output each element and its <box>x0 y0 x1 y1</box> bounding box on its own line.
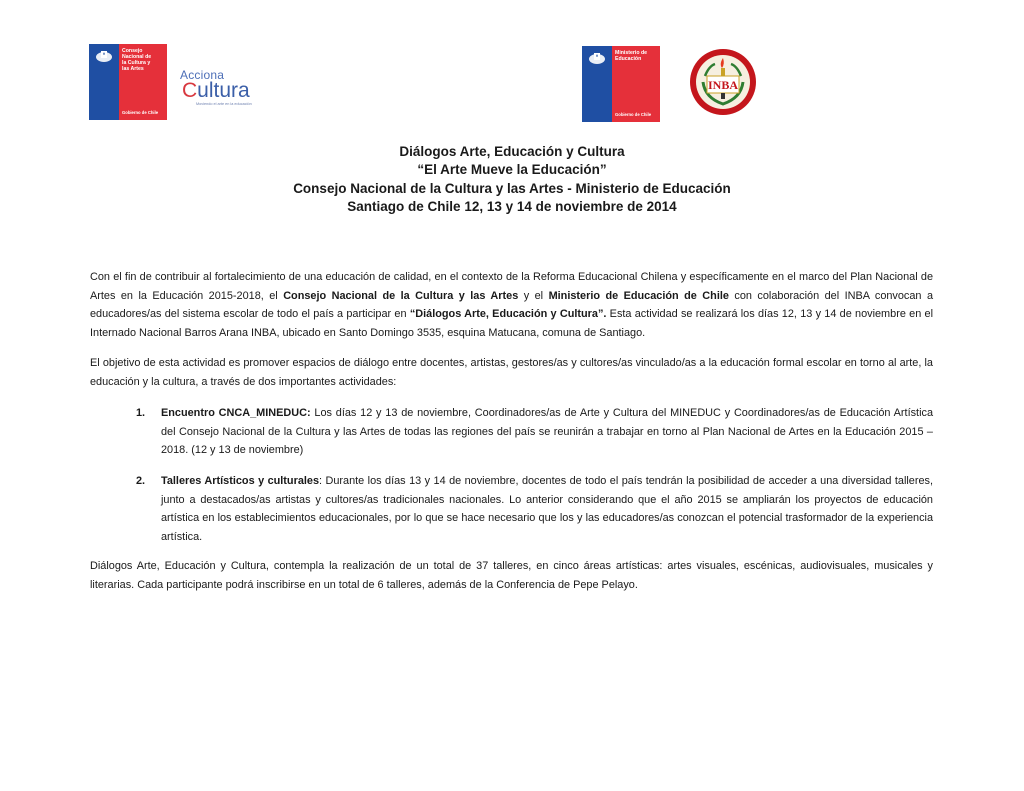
mineduc-line: Educación <box>615 56 642 62</box>
list-item-title: Encuentro CNCA_MINEDUC: <box>161 407 311 419</box>
text-run: Esta actividad se realizará los días 12, 13 y 14 de noviembre en el Internado Nacional Barros Arana INBA, ubicado en Santo Domingo 3535, esquina Matucana, comuna de Santiago. <box>90 308 933 339</box>
mineduc-line: Ministerio de <box>615 50 647 56</box>
bold-event-name: “Diálogos Arte, Educación y Cultura”. <box>409 308 607 321</box>
text-run: y el <box>518 289 549 302</box>
workshops-paragraph: Diálogos Arte, Educación y Cultura, contempla la realización de un total de 37 talleres, en cinco áreas artísticas: artes visuales, escénicas, audiovisuales, musicales y literarias. Cada participante podrá inscribirse en un total de 6 talleres, además de la Conferencia de Pepe Pelayo. <box>90 560 933 591</box>
cultura-rest: ultura <box>197 79 250 102</box>
mineduc-footer: Gobierno de Chile <box>615 112 652 117</box>
cultura-c: C <box>182 79 198 102</box>
event-title: Diálogos Arte, Educación y Cultura <box>399 144 625 159</box>
list-item-body <box>161 472 933 546</box>
cnca-logo-text <box>119 44 167 120</box>
acciona-cultura-logo <box>180 68 275 114</box>
gov-shield-panel <box>89 44 119 120</box>
text-run: con colaboración del INBA convocan a educadores/as del sistema escolar de todo el país a participar en <box>90 289 934 321</box>
mineduc-logo <box>582 46 660 122</box>
bold-mineduc: Ministerio de Educación de Chile <box>548 289 729 302</box>
intro-paragraph <box>90 268 933 342</box>
list-item-text: : Durante los días 13 y 14 de noviembre, docentes de todo el país tendrán la posibilidad de acceder a una diversidad talleres, junto a destacados/as artistas y cultores/as tradicionales nacionales. Lo anterior considerando que el año 2015 se ampliarán los proyectos de educación artística en los establecimientos educacionales, por lo que se hace necesario que los y las educadores/as conozcan el potencial trasformador de la experiencia artística. <box>161 475 933 543</box>
mineduc-logo-text <box>612 46 660 122</box>
list-item-body <box>161 404 933 460</box>
cnca-line: la Cultura y <box>122 60 151 66</box>
cnca-line: Nacional de <box>122 54 152 60</box>
document-title-block <box>0 143 1024 216</box>
gov-shield-panel <box>582 46 612 122</box>
bold-cnca: Consejo Nacional de la Cultura y las Artes <box>283 289 519 302</box>
cnca-footer: Gobierno de Chile <box>122 110 159 115</box>
event-slogan: “El Arte Mueve la Educación” <box>417 162 607 178</box>
acciona-tagline: Moviendo el arte en la educación <box>196 102 252 106</box>
list-item <box>136 472 933 546</box>
event-date-location: Santiago de Chile 12, 13 y 14 de noviembre de 2014 <box>347 198 677 214</box>
list-number: 2. <box>136 475 146 487</box>
cnca-line: Consejo <box>122 48 143 54</box>
list-item-title: Talleres Artísticos y culturales <box>161 475 320 487</box>
event-organizers: Consejo Nacional de la Cultura y las Artes - Ministerio de Educación <box>293 180 731 196</box>
cnca-line: las Artes <box>122 66 144 72</box>
acciona-text: Acciona <box>180 68 225 82</box>
cnca-logo <box>89 44 167 120</box>
inba-text: INBA <box>707 78 739 92</box>
list-number: 1. <box>136 407 146 419</box>
list-item-text: Los días 12 y 13 de noviembre, Coordinadores/as de Arte y Cultura del MINEDUC y Coordinadores/as de Educación Artística del Consejo Nacional de la Cultura y las Artes de todas las regiones del país se reunirán a trabajar en torno al Plan Nacional de Artes en la Educación 2015 – 2018. (12 y 13 de noviembre) <box>161 407 934 457</box>
list-item <box>136 404 933 460</box>
coat-of-arms-icon <box>586 50 608 66</box>
text-run: Con el fin de contribuir al fortalecimiento de una educación de calidad, en el contexto de la Reforma Educacional Chilena y específicamente en el marco del Plan Nacional de Artes en la Educación 2015-2018, el <box>90 271 933 302</box>
inba-logo <box>689 48 757 116</box>
coat-of-arms-icon <box>93 48 115 64</box>
objective-paragraph: El objetivo de esta actividad es promover espacios de diálogo entre docentes, artistas, gestores/as y cultores/as vinculado/as a la educación formal escolar en torno al arte, la educación y la cultura, a través de dos importantes actividades: <box>90 357 933 388</box>
cultura-wordmark <box>180 81 275 101</box>
